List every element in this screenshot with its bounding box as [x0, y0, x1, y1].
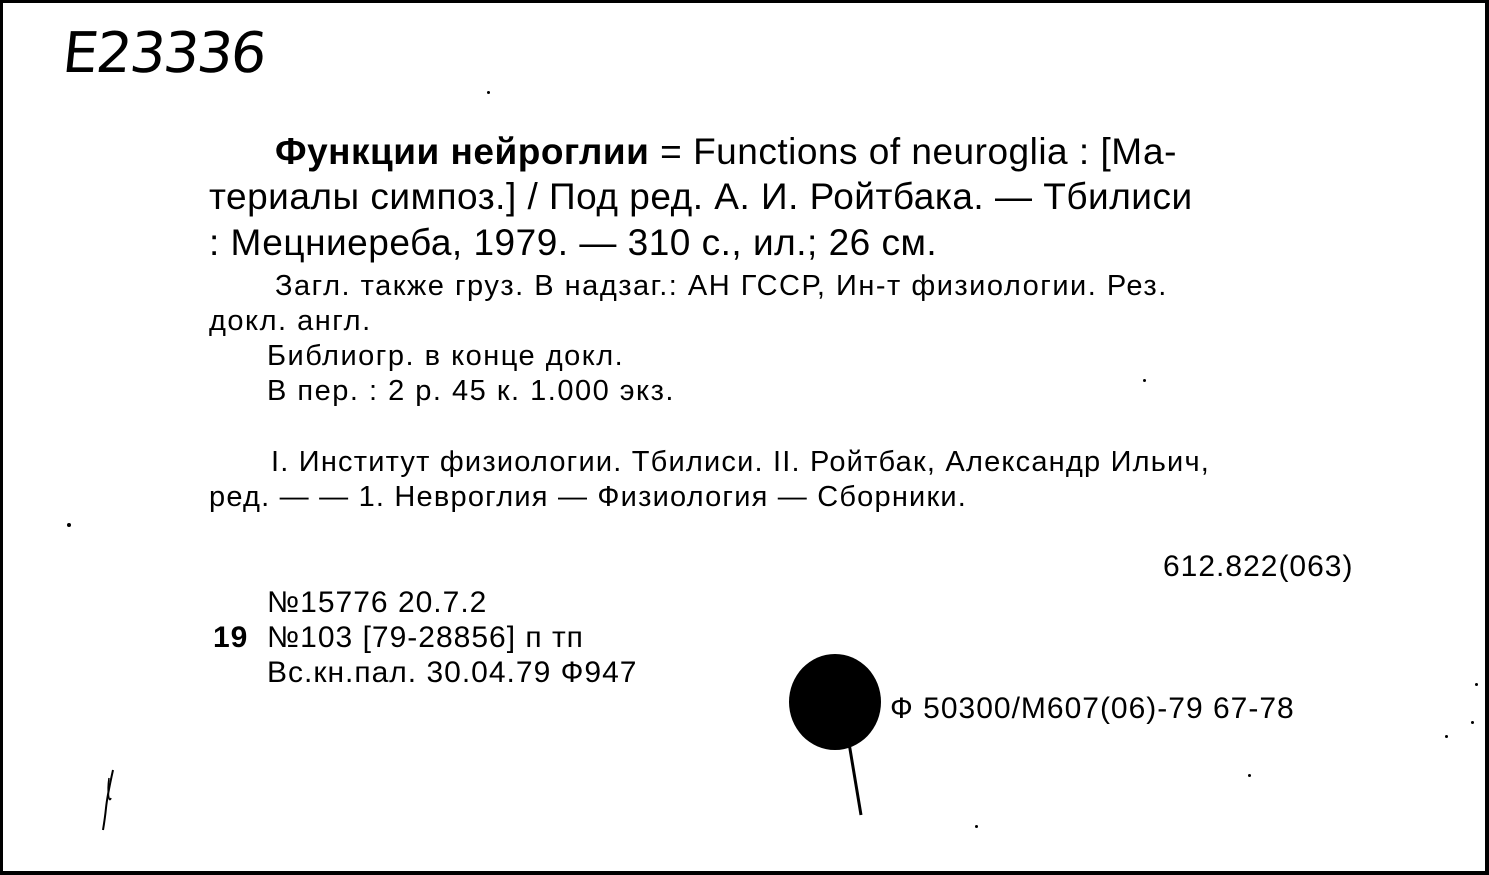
speck — [1471, 721, 1474, 724]
title-line-1-rest: = Functions of neuroglia : [Ма- — [649, 131, 1177, 172]
order-prefix: 19 — [213, 621, 249, 654]
title-line-3: : Мецниереба, 1979. — 310 с., ил.; 26 см. — [209, 222, 938, 263]
title-line-2: териалы симпоз.] / Под ред. А. И. Ройтбака. — Тбилиси — [209, 176, 1193, 217]
bibliography-note: Библиогр. в конце докл. — [267, 340, 625, 372]
punch-hole — [789, 654, 881, 750]
price-code: Ф 50300/М607(06)-79 67-78 — [890, 692, 1295, 725]
note-line-1: Загл. также груз. В надзаг.: АН ГССР, Ин-т физиологии. Рез. — [275, 270, 1168, 302]
price-note: В пер. : 2 р. 45 к. 1.000 экз. — [267, 375, 675, 407]
title-line-1 — [275, 129, 1177, 174]
tracing-line-2: ред. — — 1. Невроглия — Физиология — Сборники. — [209, 481, 967, 513]
inventory-number: E23336 — [59, 21, 268, 86]
speck — [487, 91, 490, 94]
speck — [1475, 683, 1478, 686]
title-bold: Функции нейроглии — [275, 131, 650, 172]
order-line-2: №103 [79-28856] п тп — [267, 621, 584, 654]
speck — [975, 825, 978, 828]
order-line-3: Вс.кн.пал. 30.04.79 Ф947 — [267, 656, 638, 689]
hole-tail-mark — [843, 743, 873, 823]
tracing-line-1: I. Институт физиологии. Тбилиси. II. Ройтбак, Александр Ильич, — [271, 446, 1211, 478]
speck — [1445, 735, 1448, 738]
order-line-1: №15776 20.7.2 — [267, 586, 488, 619]
pencil-mark — [95, 768, 125, 832]
speck — [1143, 379, 1146, 382]
speck — [1248, 774, 1251, 777]
speck — [67, 523, 71, 527]
note-line-2: докл. англ. — [209, 305, 372, 337]
udc-code: 612.822(063) — [1163, 550, 1354, 583]
